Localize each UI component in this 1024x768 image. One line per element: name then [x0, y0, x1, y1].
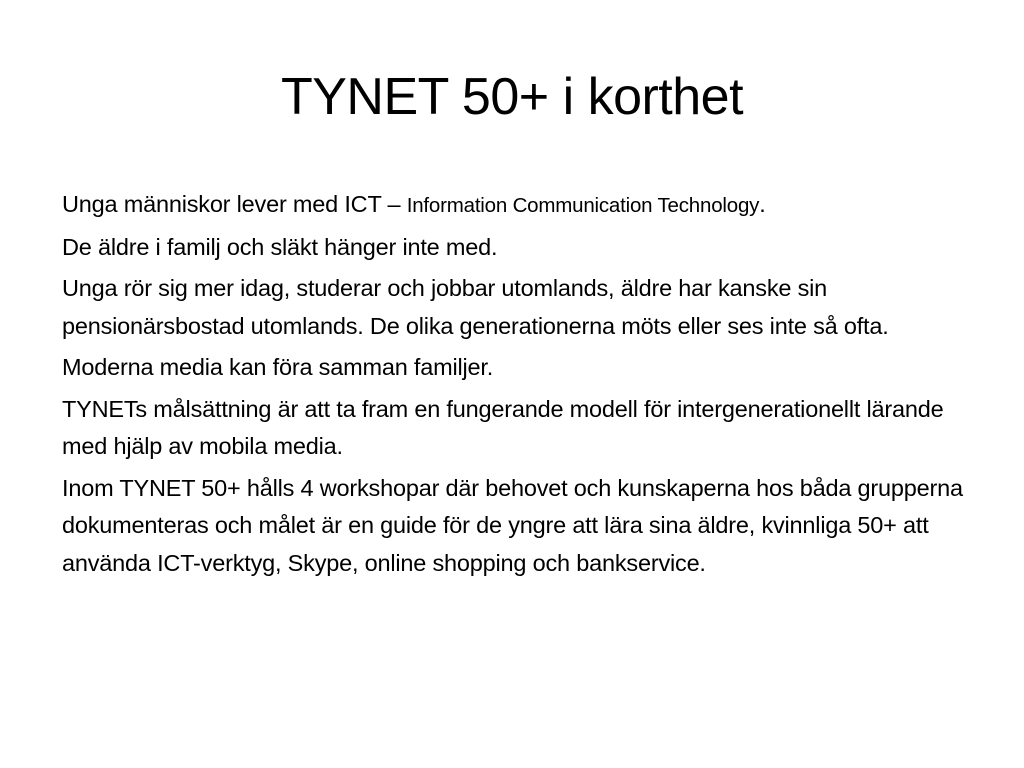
paragraph-ict-end: .	[759, 191, 766, 217]
paragraph-ict-expansion: Information Communication Technology	[406, 194, 760, 217]
slide-body	[62, 186, 972, 586]
paragraph-workshops: Inom TYNET 50+ hålls 4 workshopar där behovet och kunskaperna hos båda grupperna dokumenteras och målet är en guide för de yngre att lära sina äldre, kvinnliga 50+ att använda ICT-verktyg, Skype, online shopping och bankservice.	[62, 474, 963, 576]
paragraph-mobility: Unga rör sig mer idag, studerar och jobbar utomlands, äldre har kanske sin pensionärsbostad utomlands. De olika generationerna möts eller ses inte så ofta.	[62, 275, 889, 339]
slide-title: TYNET 50+ i korthet	[280, 68, 744, 126]
paragraph-elders: De äldre i familj och släkt hänger inte med.	[62, 233, 498, 260]
paragraph-goal: TYNETs målsättning är att ta fram en fungerande modell för intergenerationellt lärande med hjälp av mobila media.	[62, 395, 944, 459]
paragraph-ict-main: Unga människor lever med ICT –	[62, 191, 407, 217]
paragraph-ict	[62, 186, 972, 225]
paragraph-media: Moderna media kan föra samman familjer.	[62, 354, 494, 380]
